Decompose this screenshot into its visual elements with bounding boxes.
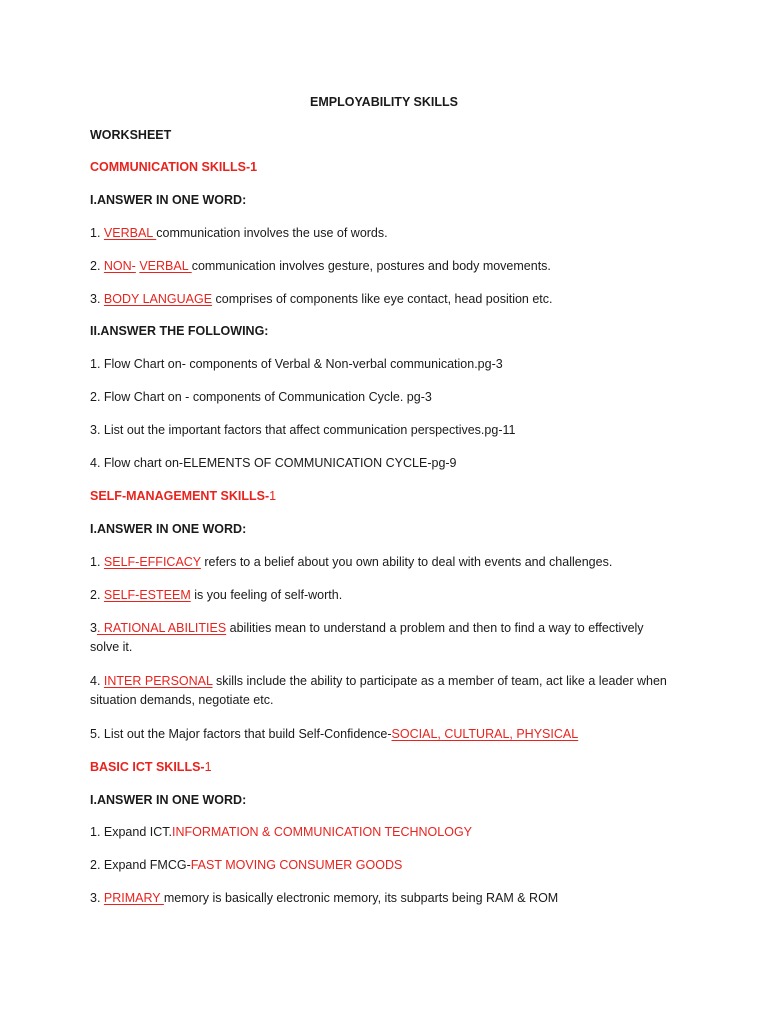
section-heading-communication: COMMUNICATION SKILLS-1 bbox=[90, 160, 258, 174]
question-item: 3. PRIMARY memory is basically electronic memory, its subparts being RAM & ROM bbox=[90, 891, 559, 905]
answer-text: VERBAL bbox=[103, 226, 157, 240]
answer-text: VERBAL bbox=[139, 259, 192, 273]
answer-text: BODY LANGUAGE bbox=[103, 292, 213, 306]
answer-text: PRIMARY bbox=[103, 891, 164, 905]
document-title: EMPLOYABILITY SKILLS bbox=[310, 95, 458, 109]
answer-text: SELF-EFFICACY bbox=[103, 555, 201, 569]
subheading-one-word: I.ANSWER IN ONE WORD: bbox=[90, 793, 247, 807]
answer-text: INFORMATION & COMMUNICATION TECHNOLOGY bbox=[172, 825, 473, 839]
question-item: 2. NON- VERBAL communication involves gesture, postures and body movements. bbox=[90, 259, 551, 273]
answer-text: FAST MOVING CONSUMER GOODS bbox=[190, 858, 403, 872]
question-item: 4. Flow chart on-ELEMENTS OF COMMUNICATION CYCLE-pg-9 bbox=[90, 456, 457, 470]
subheading-answer-following: II.ANSWER THE FOLLOWING: bbox=[90, 324, 269, 338]
answer-text: SELF-ESTEEM bbox=[103, 588, 191, 602]
worksheet-label: WORKSHEET bbox=[90, 128, 172, 142]
answer-text: INTER PERSONAL bbox=[103, 674, 213, 688]
question-item: 2. SELF-ESTEEM is you feeling of self-worth. bbox=[90, 588, 343, 602]
question-item: 2. Expand FMCG-FAST MOVING CONSUMER GOODS bbox=[90, 858, 403, 872]
subheading-one-word: I.ANSWER IN ONE WORD: bbox=[90, 522, 247, 536]
answer-text: . RATIONAL ABILITIES bbox=[96, 621, 227, 635]
question-item: 1. VERBAL communication involves the use of words. bbox=[90, 226, 388, 240]
question-item: 3. List out the important factors that affect communication perspectives.pg-11 bbox=[90, 423, 516, 437]
subheading-one-word: I.ANSWER IN ONE WORD: bbox=[90, 193, 247, 207]
question-item: 1. Expand ICT.INFORMATION & COMMUNICATION TECHNOLOGY bbox=[90, 825, 473, 839]
answer-text: SOCIAL, CULTURAL, PHYSICAL bbox=[391, 727, 579, 741]
question-item: 3. RATIONAL ABILITIES abilities mean to understand a problem and then to find a way to effectively solve it. bbox=[90, 621, 644, 654]
answer-text: NON- bbox=[103, 259, 136, 273]
question-item: 1. SELF-EFFICACY refers to a belief about you own ability to deal with events and challenges. bbox=[90, 555, 613, 569]
question-item: 5. List out the Major factors that build Self-Confidence-SOCIAL, CULTURAL, PHYSICAL bbox=[90, 727, 579, 741]
question-item: 4. INTER PERSONAL skills include the ability to participate as a member of team, act like a leader when situation demands, negotiate etc. bbox=[90, 674, 667, 707]
question-item: 3. BODY LANGUAGE comprises of components like eye contact, head position etc. bbox=[90, 292, 553, 306]
question-item: 2. Flow Chart on - components of Communication Cycle. pg-3 bbox=[90, 390, 432, 404]
section-heading-self-management: SELF-MANAGEMENT SKILLS-1 bbox=[90, 489, 277, 503]
question-item: 1. Flow Chart on- components of Verbal & Non-verbal communication.pg-3 bbox=[90, 357, 503, 371]
section-heading-basic-ict: BASIC ICT SKILLS-1 bbox=[90, 760, 212, 774]
